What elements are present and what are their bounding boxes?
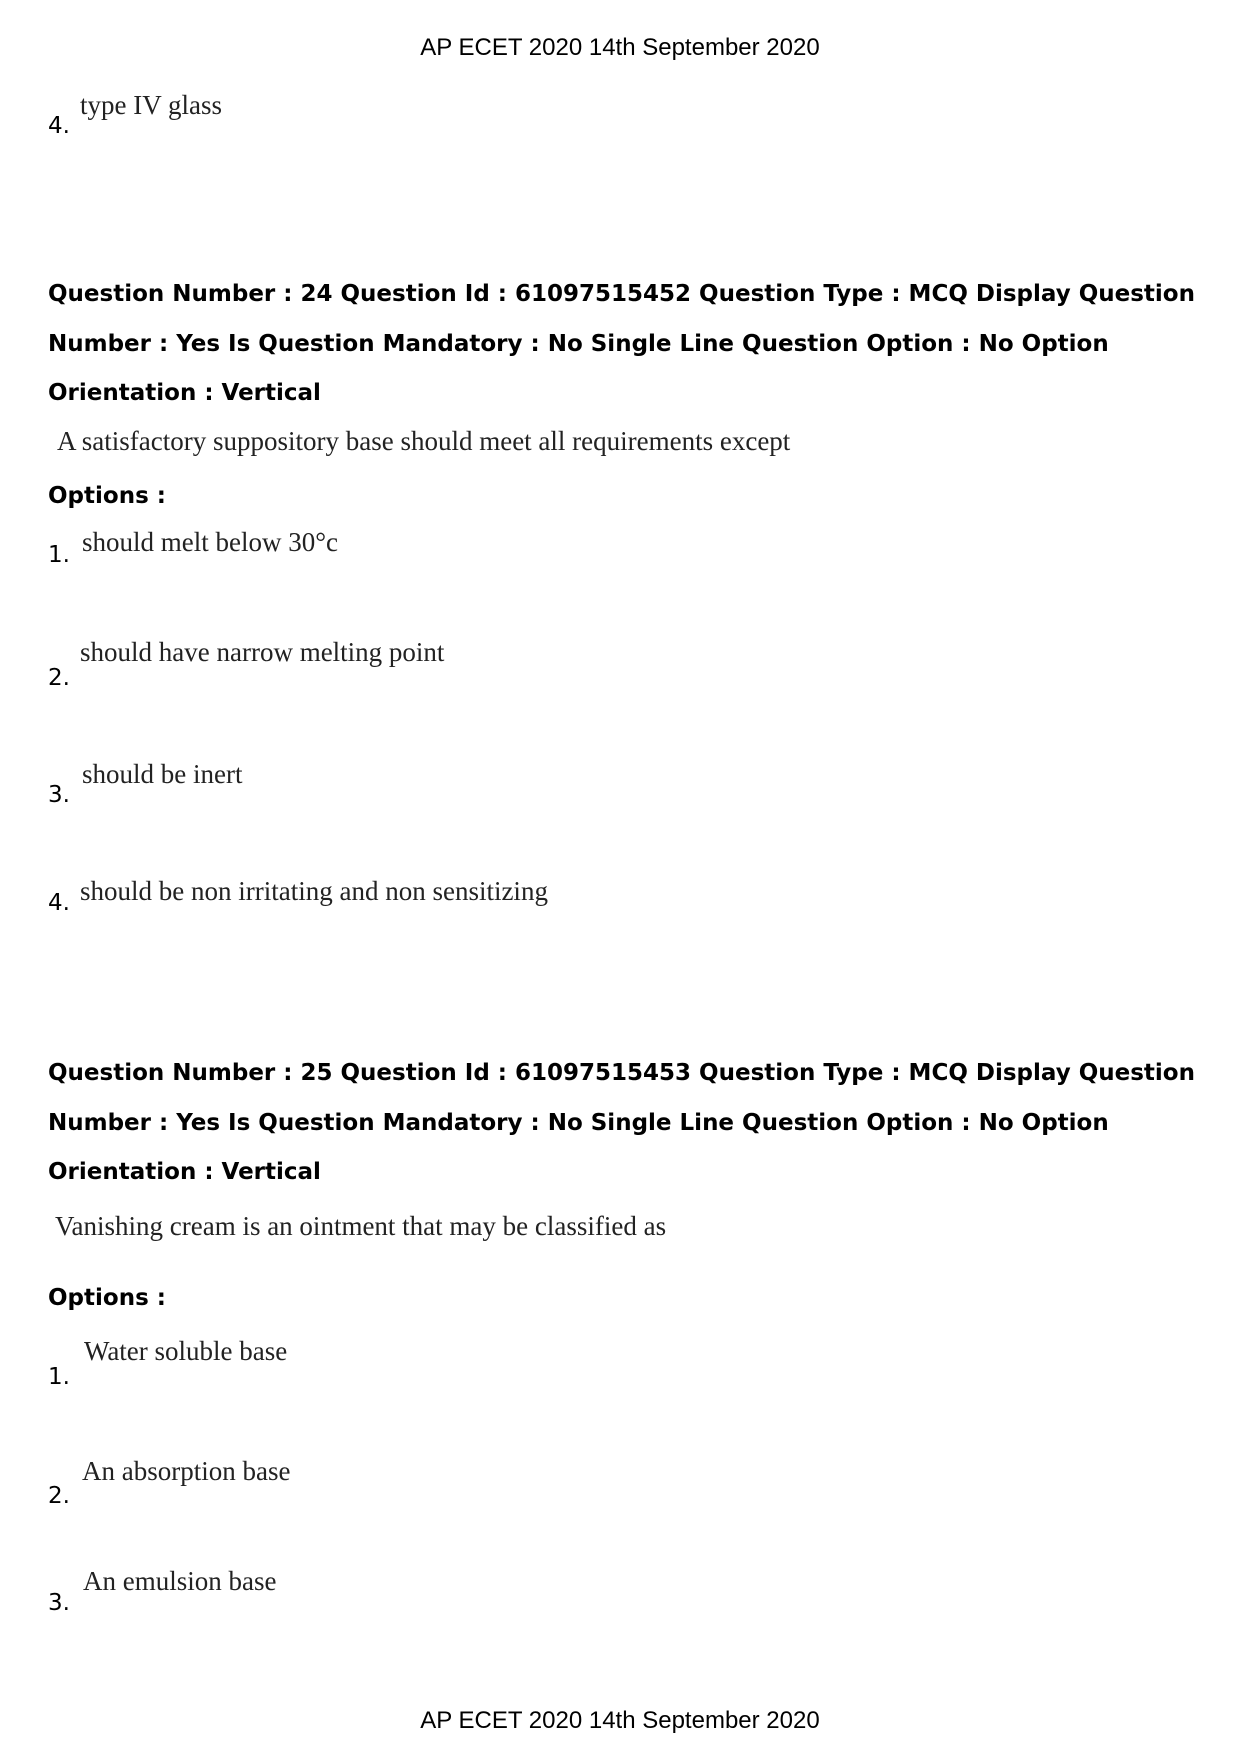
question-24-meta: Question Number : 24 Question Id : 61097515452 Question Type : MCQ Display Question Number : Yes Is Question Mandatory : No Single Line Question Option : No Option Orientation : Vertical: [48, 281, 1195, 406]
question-24-option-4-number: 4.: [48, 890, 70, 916]
question-24-option-3-text: should be inert: [82, 759, 243, 789]
question-24-option-2-number: 2.: [48, 665, 70, 691]
question-25-option-2-text: An absorption base: [82, 1456, 291, 1486]
question-24-option-4-text: should be non irritating and non sensitizing: [80, 876, 548, 906]
question-25-option-1-number: 1.: [48, 1364, 70, 1390]
carryover-option-text: type IV glass: [80, 90, 222, 120]
question-25-stem: Vanishing cream is an ointment that may be classified as: [55, 1211, 667, 1241]
question-24-option-2-text: should have narrow melting point: [80, 637, 445, 667]
question-25-option-1-text: Water soluble base: [84, 1336, 288, 1366]
question-24-options-label: Options :: [48, 483, 166, 509]
question-25-meta: Question Number : 25 Question Id : 61097515453 Question Type : MCQ Display Question Number : Yes Is Question Mandatory : No Single Line Question Option : No Option Orientation : Vertical: [48, 1060, 1195, 1185]
question-25-options-label: Options :: [48, 1285, 166, 1311]
question-24-stem: A satisfactory suppository base should meet all requirements except: [57, 426, 791, 456]
carryover-option-number: 4.: [48, 113, 70, 139]
question-24-option-3-number: 3.: [48, 782, 70, 808]
question-25-option-2-number: 2.: [48, 1483, 70, 1509]
question-24-option-1-number: 1.: [48, 542, 70, 568]
page-footer: AP ECET 2020 14th September 2020: [420, 1707, 820, 1734]
question-25-option-3-number: 3.: [48, 1590, 70, 1616]
question-25-option-3-text: An emulsion base: [83, 1566, 277, 1596]
question-24-option-1-text: should melt below 30°c: [82, 527, 339, 557]
page-header: AP ECET 2020 14th September 2020: [420, 34, 820, 61]
